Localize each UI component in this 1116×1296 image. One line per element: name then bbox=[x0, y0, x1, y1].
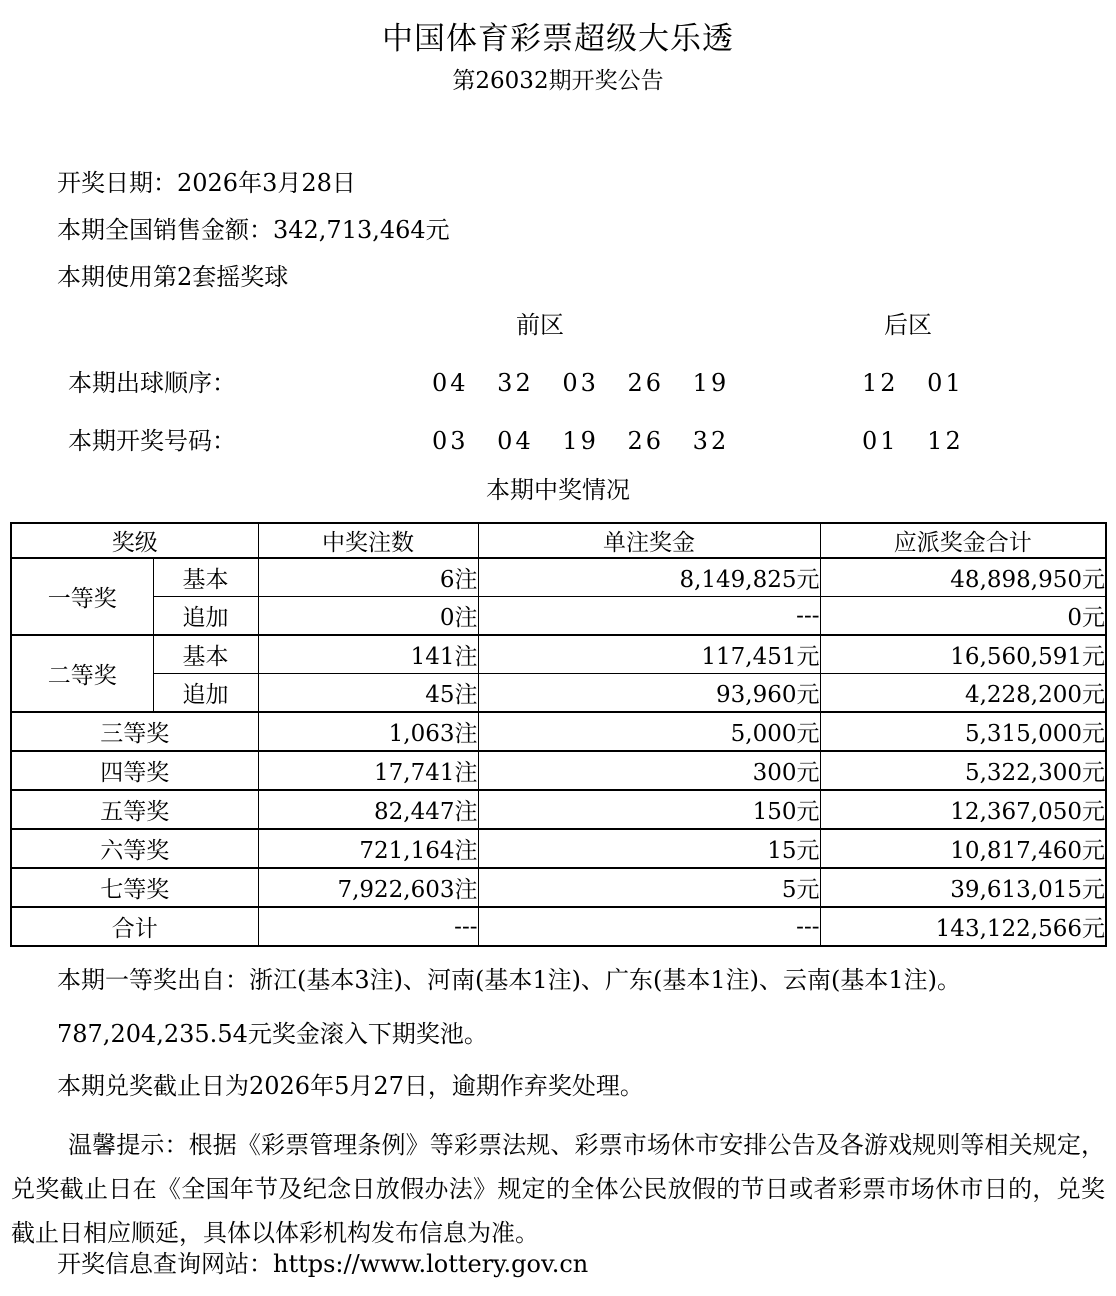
prize-type-cell: 基本 bbox=[153, 635, 258, 674]
total-prize-cell: 12,367,050元 bbox=[820, 790, 1106, 829]
count-cell: 6注 bbox=[258, 558, 478, 597]
prize-level-cell: 二等奖 bbox=[11, 635, 153, 712]
total-prize-cell: 10,817,460元 bbox=[820, 829, 1106, 868]
count-cell: --- bbox=[258, 907, 478, 946]
tips-note: 温馨提示：根据《彩票管理条例》等彩票法规、彩票市场休市安排公告及各游戏规则等相关规定，兑奖截止日在《全国年节及纪念日放假办法》规定的全体公民放假的节日或者彩票市场休市日的，兑奖截止日相应顺延，具体以体彩机构发布信息为准。 bbox=[11, 1131, 1105, 1247]
prize-level-cell: 五等奖 bbox=[11, 790, 258, 829]
prize-level-cell: 四等奖 bbox=[11, 751, 258, 790]
count-cell: 82,447注 bbox=[258, 790, 478, 829]
header-cell-total-prize: 应派奖金合计 bbox=[820, 523, 1106, 558]
draw-order-front-numbers: 04 32 03 26 19 bbox=[432, 369, 730, 397]
header-cell-single-prize: 单注奖金 bbox=[478, 523, 820, 558]
single-prize-cell: 150元 bbox=[478, 790, 820, 829]
prize-type-cell: 追加 bbox=[153, 674, 258, 713]
front-zone-label: 前区 bbox=[516, 311, 564, 339]
table-row-fourth-prize bbox=[11, 751, 1106, 790]
total-prize-cell: 16,560,591元 bbox=[820, 635, 1106, 674]
total-prize-cell: 4,228,200元 bbox=[820, 674, 1106, 713]
total-prize-cell: 5,315,000元 bbox=[820, 712, 1106, 751]
draw-date-line: 开奖日期：2026年3月28日 bbox=[57, 169, 356, 197]
single-prize-cell: 93,960元 bbox=[478, 674, 820, 713]
table-row-total bbox=[11, 907, 1106, 946]
table-row-sixth-prize bbox=[11, 829, 1106, 868]
numbers-section bbox=[0, 313, 1116, 478]
prize-table-title: 本期中奖情况 bbox=[486, 476, 630, 504]
table-row-first-prize-additional bbox=[11, 597, 1106, 636]
draw-order-row bbox=[0, 371, 1116, 429]
winning-front-numbers: 03 04 19 26 32 bbox=[432, 427, 730, 455]
total-prize-cell: 0元 bbox=[820, 597, 1106, 636]
table-row-third-prize bbox=[11, 712, 1106, 751]
sales-amount-line: 本期全国销售金额：342,713,464元 bbox=[57, 216, 450, 244]
page-subtitle: 第26032期开奖公告 bbox=[452, 68, 664, 94]
count-cell: 0注 bbox=[258, 597, 478, 636]
table-row-fifth-prize bbox=[11, 790, 1106, 829]
table-row-first-prize-basic bbox=[11, 558, 1106, 597]
total-prize-cell: 5,322,300元 bbox=[820, 751, 1106, 790]
single-prize-cell: 300元 bbox=[478, 751, 820, 790]
rollover-note: 787,204,235.54元奖金滚入下期奖池。 bbox=[57, 1020, 488, 1048]
prize-type-cell: 追加 bbox=[153, 597, 258, 636]
prize-level-cell: 三等奖 bbox=[11, 712, 258, 751]
query-site-note: 开奖信息查询网站：https://www.lottery.gov.cn bbox=[57, 1250, 589, 1278]
first-prize-origin-note: 本期一等奖出自：浙江(基本3注)、河南(基本1注)、广东(基本1注)、云南(基本1注)。 bbox=[57, 966, 961, 994]
count-cell: 1,063注 bbox=[258, 712, 478, 751]
winning-numbers-label: 本期开奖号码： bbox=[68, 427, 236, 455]
header-cell-count: 中奖注数 bbox=[258, 523, 478, 558]
zone-header-row bbox=[0, 313, 1116, 371]
count-cell: 721,164注 bbox=[258, 829, 478, 868]
count-cell: 7,922,603注 bbox=[258, 868, 478, 907]
count-cell: 17,741注 bbox=[258, 751, 478, 790]
total-prize-cell: 39,613,015元 bbox=[820, 868, 1106, 907]
single-prize-cell: --- bbox=[478, 907, 820, 946]
prize-level-cell: 七等奖 bbox=[11, 868, 258, 907]
winning-back-numbers: 01 12 bbox=[862, 427, 964, 455]
single-prize-cell: 5元 bbox=[478, 868, 820, 907]
winning-numbers-row bbox=[0, 429, 1116, 478]
draw-info-block bbox=[0, 171, 1116, 289]
prize-table-header-row bbox=[11, 523, 1106, 558]
notes-section bbox=[0, 967, 1116, 1277]
single-prize-cell: 117,451元 bbox=[478, 635, 820, 674]
redeem-deadline-note: 本期兑奖截止日为2026年5月27日，逾期作弃奖处理。 bbox=[57, 1072, 644, 1100]
total-prize-cell: 48,898,950元 bbox=[820, 558, 1106, 597]
prize-type-cell: 基本 bbox=[153, 558, 258, 597]
table-row-seventh-prize bbox=[11, 868, 1106, 907]
draw-order-back-numbers: 12 01 bbox=[862, 369, 964, 397]
count-cell: 141注 bbox=[258, 635, 478, 674]
ball-set-line: 本期使用第2套摇奖球 bbox=[57, 263, 289, 291]
single-prize-cell: 5,000元 bbox=[478, 712, 820, 751]
prize-table bbox=[10, 522, 1107, 947]
single-prize-cell: 8,149,825元 bbox=[478, 558, 820, 597]
single-prize-cell: 15元 bbox=[478, 829, 820, 868]
prize-level-cell: 合计 bbox=[11, 907, 258, 946]
prize-level-cell: 六等奖 bbox=[11, 829, 258, 868]
draw-order-label: 本期出球顺序： bbox=[68, 369, 236, 397]
page-title: 中国体育彩票超级大乐透 bbox=[382, 21, 734, 57]
total-prize-cell: 143,122,566元 bbox=[820, 907, 1106, 946]
table-row-second-prize-basic bbox=[11, 635, 1106, 674]
single-prize-cell: --- bbox=[478, 597, 820, 636]
table-row-second-prize-additional bbox=[11, 674, 1106, 713]
back-zone-label: 后区 bbox=[884, 311, 932, 339]
header-cell-level: 奖级 bbox=[11, 523, 258, 558]
prize-level-cell: 一等奖 bbox=[11, 558, 153, 635]
count-cell: 45注 bbox=[258, 674, 478, 713]
